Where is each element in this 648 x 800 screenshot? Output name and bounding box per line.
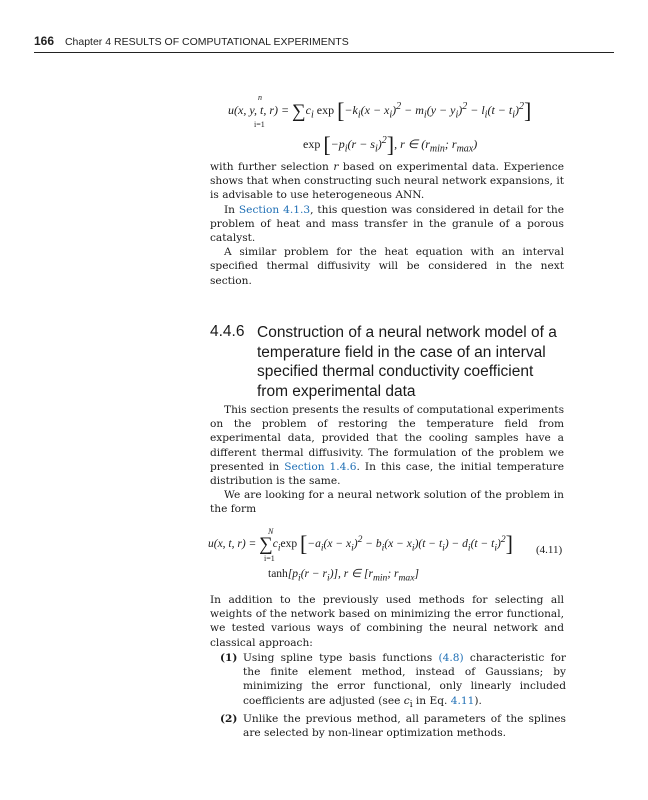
numbered-list bbox=[210, 651, 566, 740]
sum-upper-limit-top: n bbox=[258, 93, 262, 102]
list-item: (1) Using spline type basis functions (4.8) characteristic for the finite element method, instead of Gaussians; by minimizing the error functional, only linearly included coefficients are adjusted (see $c_i$ in Eq. 4.11). bbox=[220, 652, 566, 710]
equation-411-line1: u(x, t, $r) = \sum c_i\exp$ $[-a_i(x - x_i)^2 - b_i(x - x_i)(t - t_i) - d_i(t - t_i)^2]$ bbox=[208, 531, 513, 556]
paragraph: This section presents the results of computational experiments on the problem of restoring the temperature field from experimental data, provided that the cooling samples have a different thermal diffusivity. The formulation of the problem we presented in Section 1.4.6. In this case, the initial temperature distribution is the same. bbox=[210, 404, 564, 488]
paragraph: In Section 4.1.3, this question was considered in detail for the problem of heat and mass transfer in the granule of a porous catalyst. bbox=[210, 203, 564, 245]
list-item: (2) Unlike the previous method, all parameters of the splines are selected by non-linear optimization methods. bbox=[220, 712, 566, 740]
header-rule bbox=[34, 52, 614, 53]
paragraph: with further selection r based on experimental data. Experience shows that when constructing such neural network expansions, it is advisable to use heterogeneous ANN. bbox=[210, 161, 564, 202]
equation-number: (4.11) bbox=[536, 544, 563, 556]
equation-link[interactable]: 4.11 bbox=[450, 694, 475, 707]
page-number: 166 bbox=[34, 34, 55, 48]
list-number: (2) bbox=[220, 712, 238, 725]
section-link[interactable]: Section 1.4.6 bbox=[284, 460, 357, 473]
sum-lower-limit-411: i=1 bbox=[264, 554, 275, 563]
section-title: Construction of a neural network model of a temperature field in the case of an interval specified thermal conductivity coefficient from experimental data bbox=[257, 324, 557, 400]
paragraph-block-1 bbox=[210, 160, 564, 288]
equation-411-line2: $\tanh[p_i(r - r_i)]$, r ∈ [$r_{min}$; $r_{max}$] bbox=[268, 568, 419, 584]
running-title: Chapter 4 RESULTS OF COMPUTATIONAL EXPERIMENTS bbox=[64, 36, 349, 48]
paragraph-block-2 bbox=[210, 403, 564, 517]
paragraph: In addition to the previously used methods for selecting all weights of the network based on minimizing the error functional, we tested various ways of combining the neural network and classical approach: bbox=[210, 594, 564, 649]
equation-top-line1: u(x, y, t, $r) = \sum c_i$ $\exp [-k_i(x - x_i)^2 - m_i(y - y_i)^2 - l_i(t - t_i)^2]$ bbox=[228, 98, 532, 123]
equation-link[interactable]: (4.8) bbox=[438, 652, 464, 664]
section-link[interactable]: Section 4.1.3 bbox=[238, 203, 311, 216]
section-number: 4.4.6 bbox=[210, 323, 245, 340]
equation-top-line2: $\exp [-p_i(r - s_i)^2]$, r ∈ ($r_{min}$; $r_{max}$) bbox=[303, 132, 478, 157]
running-header bbox=[34, 34, 614, 52]
list-number: (1) bbox=[220, 652, 238, 664]
paragraph-block-3 bbox=[210, 593, 564, 650]
sum-upper-limit-411: N bbox=[268, 527, 274, 536]
sum-lower-limit-top: i=1 bbox=[254, 120, 265, 129]
paragraph: A similar problem for the heat equation with an interval specified thermal diffusivity will be considered in the next section. bbox=[210, 246, 564, 287]
paragraph: We are looking for a neural network solution of the problem in the form bbox=[210, 489, 564, 516]
